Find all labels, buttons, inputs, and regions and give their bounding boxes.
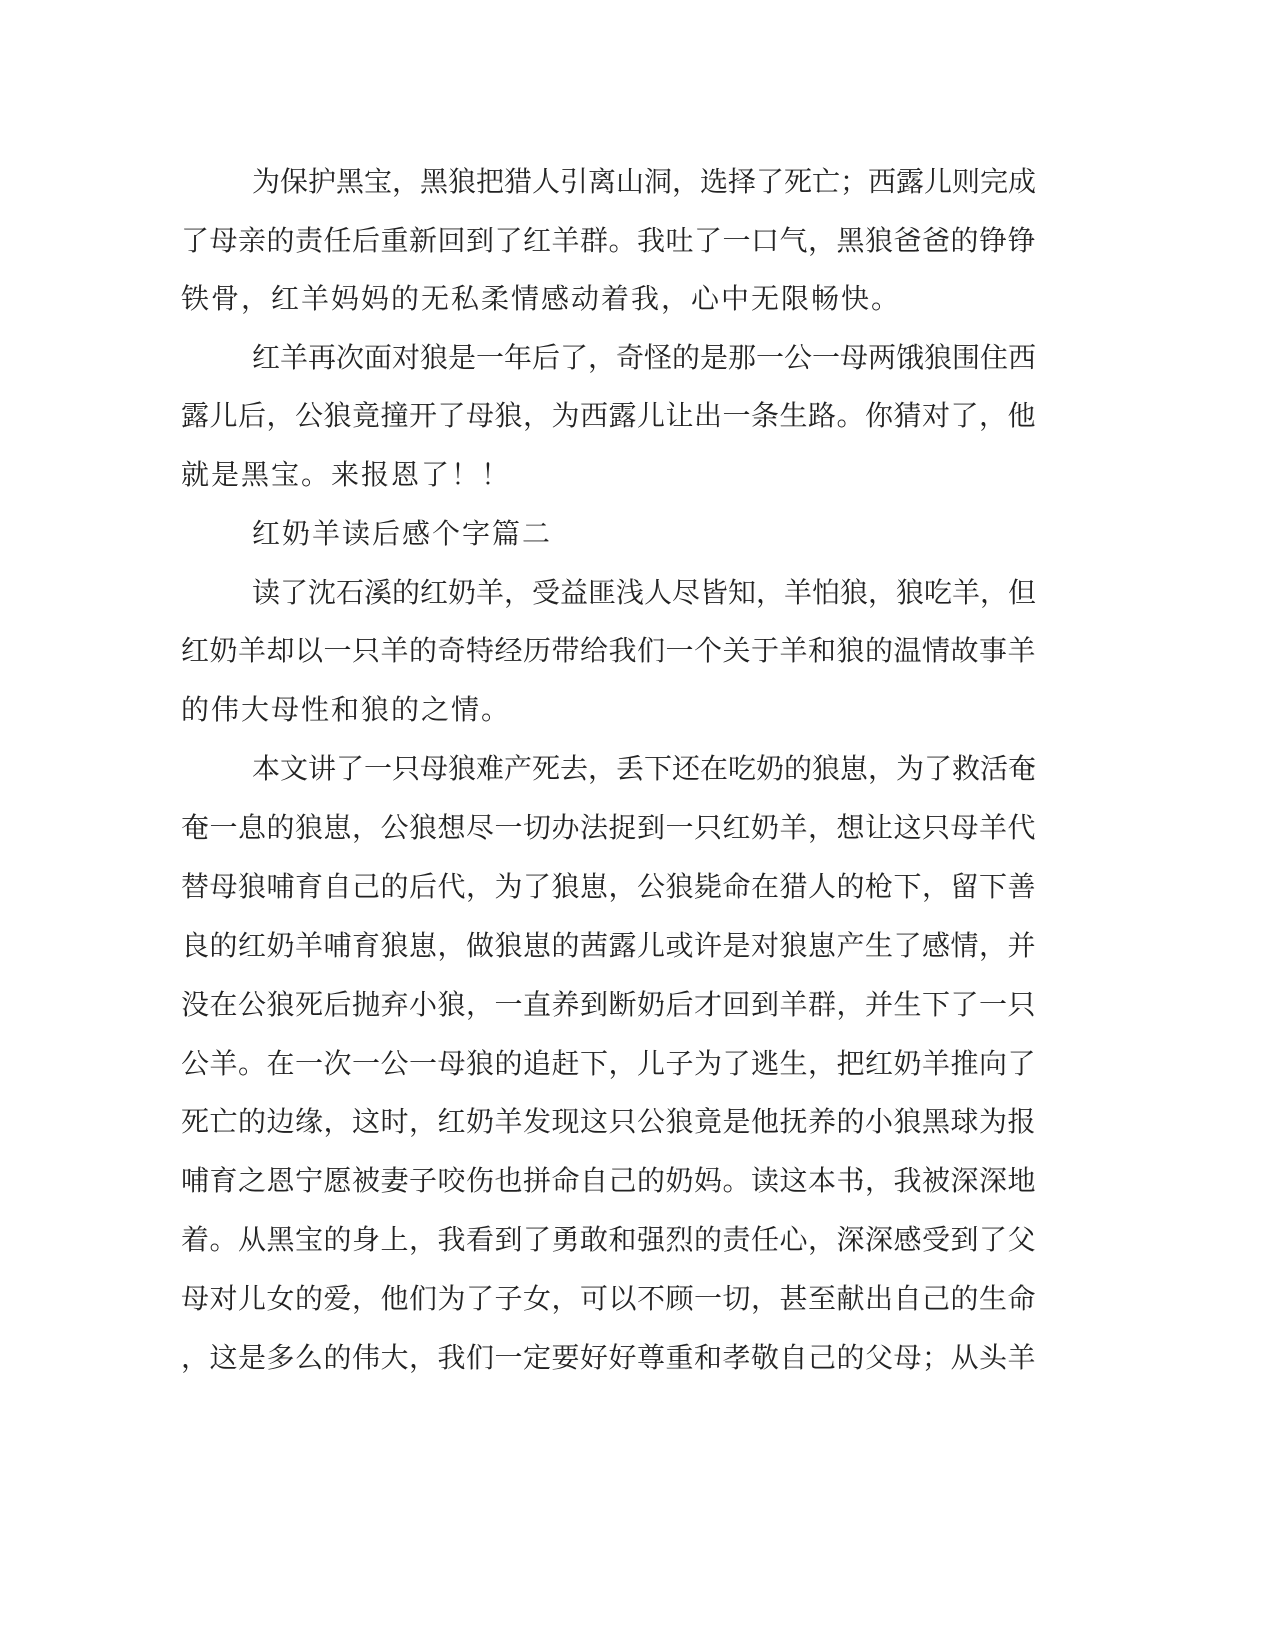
text-line — [0, 221, 1275, 261]
text-line — [0, 749, 1275, 789]
line-text: 铁骨，红羊妈妈的无私柔情感动着我，心中无限畅快。 — [181, 282, 902, 315]
line-text: 良的红奶羊哺育狼崽，做狼崽的茜露儿或许是对狼崽产生了感情，并 — [181, 929, 1037, 962]
text-line — [0, 926, 1275, 966]
text-line — [0, 1044, 1275, 1084]
text-line — [0, 867, 1275, 907]
text-line — [0, 279, 1275, 319]
text-line — [0, 1220, 1275, 1260]
line-text: 没在公狼死后抛弃小狼，一直养到断奶后才回到羊群，并生下了一只 — [181, 988, 1037, 1021]
line-text: 公羊。在一次一公一母狼的追赶下，儿子为了逃生，把红奶羊推向了 — [181, 1047, 1037, 1080]
line-text: ，这是多么的伟大，我们一定要好好尊重和孝敬自己的父母；从头羊 — [181, 1341, 1037, 1374]
line-text: 的伟大母性和狼的之情。 — [181, 693, 512, 726]
line-text: 红羊再次面对狼是一年后了，奇怪的是那一公一母两饿狼围住西 — [252, 341, 1037, 374]
text-line — [0, 690, 1275, 730]
line-text: 奄一息的狼崽，公狼想尽一切办法捉到一只红奶羊，想让这只母羊代 — [181, 811, 1037, 844]
line-text: 哺育之恩宁愿被妻子咬伤也拼命自己的奶妈。读这本书，我被深深地 — [181, 1164, 1037, 1197]
line-text: 为保护黑宝，黑狼把猎人引离山洞，选择了死亡；西露儿则完成 — [252, 165, 1037, 198]
line-text: 了母亲的责任后重新回到了红羊群。我吐了一口气，黑狼爸爸的铮铮 — [181, 224, 1037, 257]
line-text: 就是黑宝。来报恩了！！ — [181, 458, 512, 491]
heading-text: 红奶羊读后感个字篇二 — [252, 517, 553, 550]
text-line — [0, 631, 1275, 671]
text-line — [0, 396, 1275, 436]
line-text: 着。从黑宝的身上，我看到了勇敢和强烈的责任心，深深感受到了父 — [181, 1223, 1037, 1256]
line-text: 本文讲了一只母狼难产死去，丢下还在吃奶的狼崽，为了救活奄 — [252, 752, 1037, 785]
text-line — [0, 1338, 1275, 1378]
line-text: 读了沈石溪的红奶羊，受益匪浅人尽皆知，羊怕狼，狼吃羊，但 — [252, 576, 1037, 609]
line-text: 露儿后，公狼竟撞开了母狼，为西露儿让出一条生路。你猜对了，他 — [181, 399, 1037, 432]
text-line — [0, 162, 1275, 202]
line-text: 死亡的边缘，这时，红奶羊发现这只公狼竟是他抚养的小狼黑球为报 — [181, 1105, 1037, 1138]
text-line — [0, 808, 1275, 848]
text-line — [0, 573, 1275, 613]
line-text: 红奶羊却以一只羊的奇特经历带给我们一个关于羊和狼的温情故事羊 — [181, 634, 1037, 667]
line-text: 替母狼哺育自己的后代，为了狼崽，公狼毙命在猎人的枪下，留下善 — [181, 870, 1037, 903]
text-line — [0, 338, 1275, 378]
text-line — [0, 1102, 1275, 1142]
line-text: 母对儿女的爱，他们为了子女，可以不顾一切，甚至献出自己的生命 — [181, 1282, 1037, 1315]
text-line — [0, 985, 1275, 1025]
text-line — [0, 1279, 1275, 1319]
text-line — [0, 1161, 1275, 1201]
text-line — [0, 455, 1275, 495]
section-heading — [0, 514, 1275, 554]
